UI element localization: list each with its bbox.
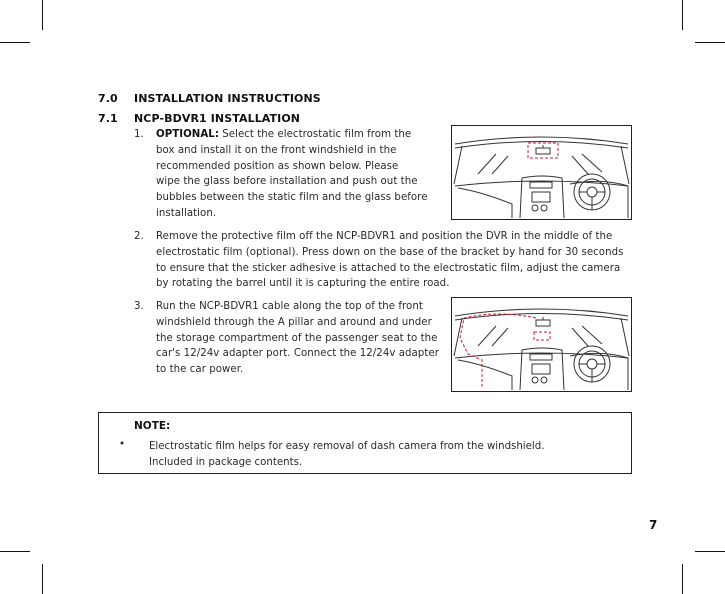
crop-mark bbox=[695, 42, 725, 43]
windshield-film-illustration bbox=[451, 125, 632, 220]
step-number: 3. bbox=[134, 301, 144, 312]
note-box bbox=[98, 412, 632, 474]
crop-mark bbox=[0, 42, 30, 43]
step-line: recommended position as shown below. Please bbox=[156, 160, 399, 172]
step-line: bubbles between the static film and the glass before bbox=[156, 192, 428, 204]
step-line: to the car power. bbox=[156, 364, 244, 376]
crop-mark bbox=[695, 551, 725, 552]
cable-routing-illustration bbox=[451, 297, 632, 392]
step-line: by rotating the barrel until it is capturing the entire road. bbox=[156, 278, 450, 290]
section-number: 7.0 bbox=[98, 92, 118, 105]
step-line: car's 12/24v adapter port. Connect the 12/24v adapter bbox=[156, 348, 439, 360]
step-line: the storage compartment of the passenger seat to the bbox=[156, 332, 438, 344]
subsection-title: NCP-BDVR1 INSTALLATION bbox=[134, 112, 301, 125]
crop-mark bbox=[0, 551, 30, 552]
step-line: electrostatic film (optional). Press down on the base of the bracket by hand for 30 seconds bbox=[156, 246, 624, 258]
crop-mark bbox=[42, 0, 43, 30]
step-line: installation. bbox=[156, 207, 217, 219]
car-interior-graphic bbox=[452, 298, 631, 391]
step-line: windshield through the A pillar and around and under bbox=[156, 316, 432, 328]
step-line: to ensure that the sticker adhesive is attached to the electrostatic film, adjust the camera bbox=[156, 262, 621, 274]
optional-label: OPTIONAL: bbox=[156, 129, 219, 140]
bullet-icon: • bbox=[119, 439, 126, 450]
note-title: NOTE: bbox=[134, 420, 171, 432]
note-line: Included in package contents. bbox=[149, 456, 303, 468]
step-line: box and install it on the front windshield in the bbox=[156, 144, 397, 156]
subsection-number: 7.1 bbox=[98, 112, 118, 125]
step-line: Remove the protective film off the NCP-BDVR1 and position the DVR in the middle of the bbox=[156, 231, 613, 242]
step-number: 2. bbox=[134, 231, 144, 242]
section-title: INSTALLATION INSTRUCTIONS bbox=[134, 92, 321, 105]
note-line: Electrostatic film helps for easy removal of dash camera from the windshield. bbox=[149, 441, 545, 452]
page-number: 7 bbox=[649, 518, 658, 532]
crop-mark bbox=[682, 564, 683, 594]
crop-mark bbox=[42, 564, 43, 594]
step-line: OPTIONAL: Select the electrostatic film from the bbox=[156, 129, 412, 140]
step-number: 1. bbox=[134, 129, 144, 140]
crop-mark bbox=[682, 0, 683, 30]
step-line: wipe the glass before installation and push out the bbox=[156, 176, 418, 188]
car-interior-graphic bbox=[452, 126, 631, 219]
step-line: Run the NCP-BDVR1 cable along the top of the front bbox=[156, 301, 423, 312]
note-text bbox=[149, 439, 544, 471]
